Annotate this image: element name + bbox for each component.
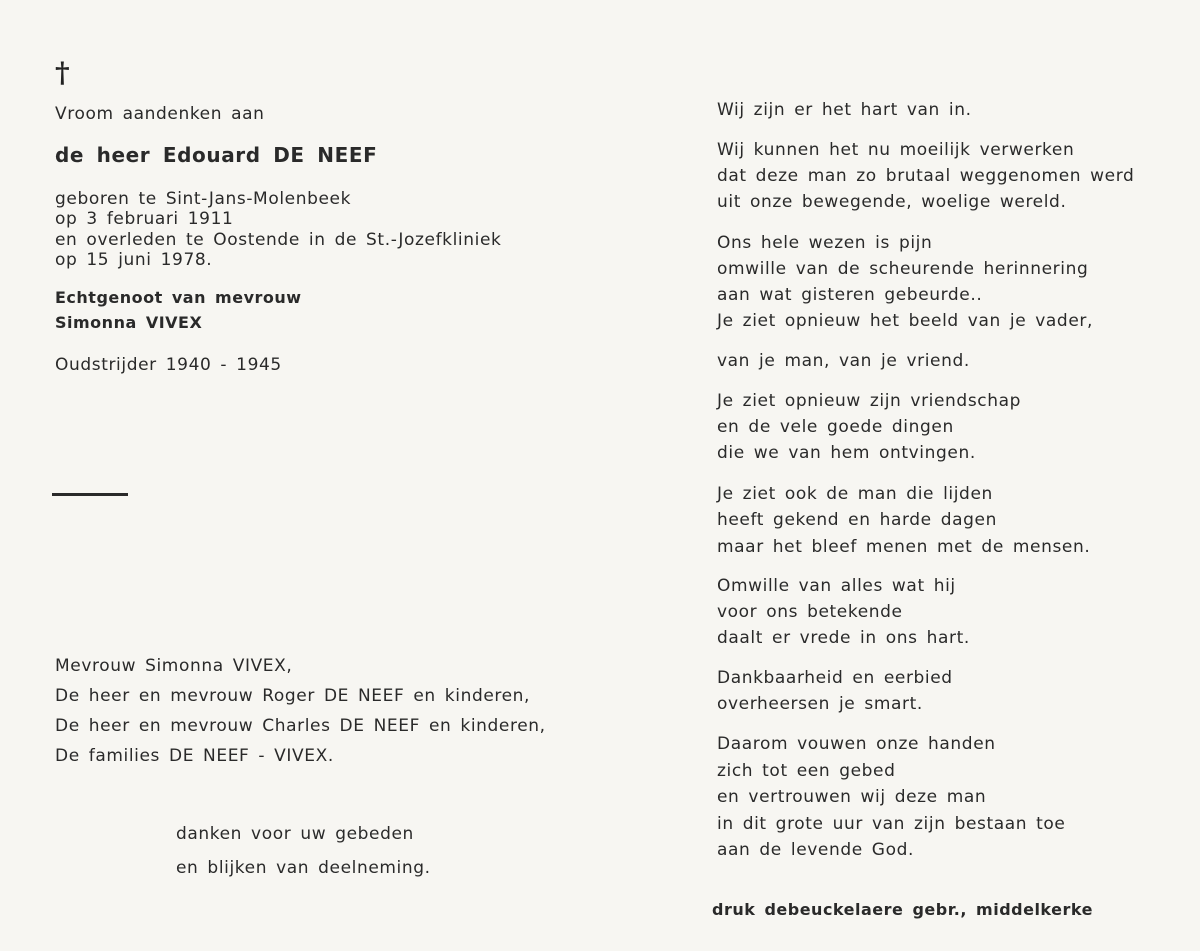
poem-line: Dankbaarheid en eerbied xyxy=(717,668,953,688)
family-line: Mevrouw Simonna VIVEX, xyxy=(55,656,293,676)
poem-line: van je man, van je vriend. xyxy=(717,351,970,371)
poem-line: Je ziet opnieuw het beeld van je vader, xyxy=(717,311,1093,331)
poem-line: aan de levende God. xyxy=(717,840,914,860)
intro-text: Vroom aandenken aan xyxy=(55,104,265,124)
death-date: op 15 juni 1978. xyxy=(55,250,213,270)
thanks-text: en blijken van deelneming. xyxy=(176,858,431,878)
poem-line: dat deze man zo brutaal weggenomen werd xyxy=(717,166,1135,186)
poem-line: Wij zijn er het hart van in. xyxy=(717,100,972,120)
poem-line: en de vele goede dingen xyxy=(717,417,954,437)
poem-line: Je ziet ook de man die lijden xyxy=(717,484,993,504)
poem-line: uit onze bewegende, woelige wereld. xyxy=(717,192,1067,212)
poem-line: Ons hele wezen is pijn xyxy=(717,233,933,253)
poem-line: zich tot een gebed xyxy=(717,761,896,781)
death-place: en overleden te Oostende in de St.-Jozefkliniek xyxy=(55,230,502,250)
thanks-text: danken voor uw gebeden xyxy=(176,824,414,844)
printer-credit: druk debeuckelaere gebr., middelkerke xyxy=(712,900,1093,919)
poem-line: Wij kunnen het nu moeilijk verwerken xyxy=(717,140,1075,160)
spouse-label: Echtgenoot van mevrouw xyxy=(55,288,302,307)
poem-line: Omwille van alles wat hij xyxy=(717,576,956,596)
birth-place: geboren te Sint-Jans-Molenbeek xyxy=(55,189,352,209)
poem-line: maar het bleef menen met de mensen. xyxy=(717,537,1091,557)
spouse-name: Simonna VIVEX xyxy=(55,313,203,332)
poem-line: in dit grote uur van zijn bestaan toe xyxy=(717,814,1066,834)
divider-line xyxy=(52,493,128,496)
cross-icon: † xyxy=(55,56,70,89)
poem-line: die we van hem ontvingen. xyxy=(717,443,976,463)
family-line: De heer en mevrouw Roger DE NEEF en kinderen, xyxy=(55,686,531,706)
poem-line: aan wat gisteren gebeurde.. xyxy=(717,285,983,305)
poem-line: heeft gekend en harde dagen xyxy=(717,510,997,530)
poem-line: voor ons betekende xyxy=(717,602,903,622)
poem-line: overheersen je smart. xyxy=(717,694,923,714)
poem-line: Daarom vouwen onze handen xyxy=(717,734,996,754)
family-line: De families DE NEEF - VIVEX. xyxy=(55,746,334,766)
birth-date: op 3 februari 1911 xyxy=(55,209,234,229)
poem-line: Je ziet opnieuw zijn vriendschap xyxy=(717,391,1022,411)
poem-line: omwille van de scheurende herinnering xyxy=(717,259,1089,279)
veteran-text: Oudstrijder 1940 - 1945 xyxy=(55,355,282,375)
family-line: De heer en mevrouw Charles DE NEEF en kinderen, xyxy=(55,716,546,736)
poem-line: daalt er vrede in ons hart. xyxy=(717,628,970,648)
poem-line: en vertrouwen wij deze man xyxy=(717,787,987,807)
deceased-name: de heer Edouard DE NEEF xyxy=(55,143,378,167)
